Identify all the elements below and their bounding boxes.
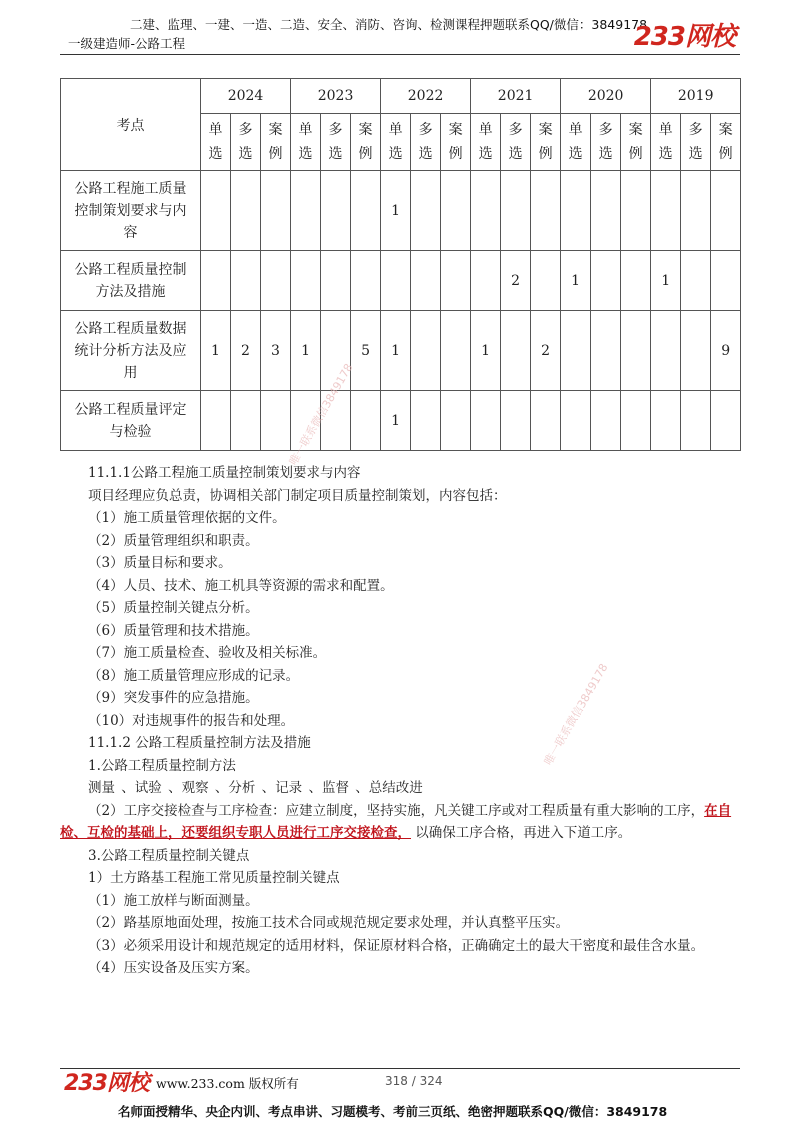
count-cell	[321, 251, 351, 311]
count-cell	[651, 391, 681, 451]
count-cell	[621, 251, 651, 311]
count-cell	[411, 251, 441, 311]
count-cell	[651, 311, 681, 391]
paragraph-text: 以确保工序合格，再进入下道工序。	[411, 825, 632, 841]
brand-logo: 233网校	[633, 22, 735, 52]
question-type-header: 案 例	[441, 114, 471, 171]
year-header: 2021	[471, 79, 561, 114]
count-cell	[231, 171, 261, 251]
count-cell	[711, 171, 741, 251]
question-type-header: 单 选	[291, 114, 321, 171]
list-item: （8）施工质量管理应形成的记录。	[88, 667, 300, 684]
question-type-header: 多 选	[681, 114, 711, 171]
list-item: （3）质量目标和要求。	[88, 555, 232, 571]
count-cell	[621, 171, 651, 251]
count-cell: 3	[261, 311, 291, 391]
count-cell: 1	[471, 311, 501, 391]
count-cell: 2	[231, 311, 261, 391]
list-item: （4）人员、技术、施工机具等资源的需求和配置。	[88, 577, 394, 594]
header-promo: 二建、监理、一建、一造、二造、安全、消防、咨询、检测课程押题联系QQ/微信：3849178	[130, 17, 648, 32]
year-header: 2024	[201, 79, 291, 114]
count-cell	[441, 391, 471, 451]
count-cell: 1	[381, 391, 411, 451]
question-type-header: 单 选	[651, 114, 681, 171]
count-cell: 1	[381, 171, 411, 251]
count-cell	[411, 311, 441, 391]
count-cell: 5	[351, 311, 381, 391]
footer-ad: 名师面授精华、央企内训、考点串讲、习题模考、考前三页纸、绝密押题联系QQ/微信：3849178	[118, 1104, 668, 1119]
count-cell	[531, 391, 561, 451]
list-item: （5）质量控制关键点分析。	[88, 600, 259, 616]
method-flow: 测量 、试验 、观察 、分析 、记录 、监督 、总结改进	[88, 780, 423, 796]
count-cell	[651, 171, 681, 251]
count-cell	[261, 391, 291, 451]
count-cell	[501, 391, 531, 451]
count-cell	[471, 251, 501, 311]
count-cell	[531, 171, 561, 251]
count-cell	[201, 391, 231, 451]
question-type-header: 单 选	[381, 114, 411, 171]
page-number: 318 / 324	[385, 1074, 443, 1088]
section-title: 11.1.2 公路工程质量控制方法及措施	[88, 735, 311, 751]
list-item: （10）对违规事件的报告和处理。	[88, 712, 295, 729]
count-cell	[501, 311, 531, 391]
content-body	[60, 462, 740, 980]
question-type-header: 案 例	[531, 114, 561, 171]
list-item: （3）必须采用设计和规范规定的适用材料，保证原材料合格，正确确定土的最大干密度和最佳含水量。	[88, 937, 705, 954]
table-row	[61, 171, 741, 251]
count-cell	[681, 171, 711, 251]
count-cell	[321, 171, 351, 251]
count-cell	[531, 251, 561, 311]
count-cell	[711, 251, 741, 311]
header-subject: 一级建造师-公路工程	[68, 36, 186, 51]
question-type-header: 单 选	[471, 114, 501, 171]
count-cell	[231, 251, 261, 311]
count-cell: 1	[291, 311, 321, 391]
count-cell	[201, 251, 231, 311]
footer-divider	[60, 1068, 740, 1069]
table-row	[61, 311, 741, 391]
section-title: 3.公路工程质量控制关键点	[88, 847, 250, 864]
count-cell: 9	[711, 311, 741, 391]
count-cell	[681, 311, 711, 391]
topic-header: 考点	[61, 79, 201, 171]
question-type-header: 多 选	[231, 114, 261, 171]
list-item: （9）突发事件的应急措施。	[88, 690, 259, 706]
table-row	[61, 251, 741, 311]
count-cell	[471, 391, 501, 451]
count-cell	[201, 171, 231, 251]
list-item: （1）施工质量管理依据的文件。	[88, 510, 286, 526]
count-cell: 2	[501, 251, 531, 311]
count-cell	[591, 251, 621, 311]
count-cell	[351, 391, 381, 451]
count-cell	[261, 171, 291, 251]
count-cell	[441, 171, 471, 251]
question-type-header: 单 选	[561, 114, 591, 171]
count-cell	[231, 391, 261, 451]
count-cell	[471, 171, 501, 251]
paragraph	[60, 800, 740, 845]
topic-cell: 公路工程质量数据统计分析方法及应用	[61, 311, 201, 391]
count-cell	[681, 251, 711, 311]
count-cell	[621, 311, 651, 391]
count-cell	[351, 251, 381, 311]
count-cell: 2	[531, 311, 561, 391]
subsection-title: 1）土方路基工程施工常见质量控制关键点	[88, 870, 340, 886]
count-cell	[291, 171, 321, 251]
count-cell	[411, 171, 441, 251]
count-cell	[441, 251, 471, 311]
question-type-header: 多 选	[591, 114, 621, 171]
exam-points-table	[60, 78, 741, 451]
subsection-title: 1.公路工程质量控制方法	[88, 757, 236, 774]
count-cell	[591, 171, 621, 251]
year-header: 2020	[561, 79, 651, 114]
count-cell	[381, 251, 411, 311]
footer-logo: 233网校	[64, 1071, 149, 1096]
count-cell: 1	[381, 311, 411, 391]
count-cell	[261, 251, 291, 311]
list-item: （2）质量管理组织和职责。	[88, 532, 259, 549]
count-cell	[351, 171, 381, 251]
topic-cell: 公路工程施工质量控制策划要求与内容	[61, 171, 201, 251]
count-cell	[561, 391, 591, 451]
question-type-header: 多 选	[501, 114, 531, 171]
count-cell	[441, 311, 471, 391]
topic-cell: 公路工程质量评定与检验	[61, 391, 201, 451]
count-cell	[681, 391, 711, 451]
question-type-header: 多 选	[411, 114, 441, 171]
topic-cell: 公路工程质量控制方法及措施	[61, 251, 201, 311]
list-item: （1）施工放样与断面测量。	[88, 892, 259, 909]
section-title: 11.1.1公路工程施工质量控制策划要求与内容	[88, 465, 361, 481]
watermark: 唯一联系微信3849178	[286, 361, 356, 468]
question-type-header: 多 选	[321, 114, 351, 171]
question-type-header: 案 例	[351, 114, 381, 171]
year-header: 2023	[291, 79, 381, 114]
year-header: 2022	[381, 79, 471, 114]
watermark: 唯一联系微信3849178	[541, 661, 611, 768]
count-cell	[291, 251, 321, 311]
list-item: （4）压实设备及压实方案。	[88, 960, 259, 976]
paragraph-text: （2）工序交接检查与工序检查：应建立制度，坚持实施，凡关键工序或对工程质量有重大影响的工序，	[88, 802, 705, 819]
footer-site: www.233.com 版权所有	[156, 1076, 299, 1091]
table-row	[61, 391, 741, 451]
question-type-header: 单 选	[201, 114, 231, 171]
count-cell	[591, 391, 621, 451]
count-cell	[501, 171, 531, 251]
question-type-header: 案 例	[621, 114, 651, 171]
paragraph: 项目经理应负总责，协调相关部门制定项目质量控制策划，内容包括：	[88, 487, 507, 504]
count-cell	[621, 391, 651, 451]
list-item: （6）质量管理和技术措施。	[88, 622, 259, 639]
count-cell	[561, 171, 591, 251]
count-cell: 1	[651, 251, 681, 311]
highlighted-text: 在自检、互检的基础上，还要组织专职人员进行工序交接检查，	[60, 802, 732, 841]
list-item: （2）路基原地面处理，按施工技术合同或规范规定要求处理，并认真整平压实。	[88, 915, 570, 931]
count-cell	[411, 391, 441, 451]
question-type-header: 案 例	[711, 114, 741, 171]
count-cell: 1	[561, 251, 591, 311]
question-type-header: 案 例	[261, 114, 291, 171]
count-cell	[711, 391, 741, 451]
header-divider	[60, 54, 740, 55]
count-cell	[591, 311, 621, 391]
list-item: （7）施工质量检查、验收及相关标准。	[88, 645, 327, 661]
year-header: 2019	[651, 79, 741, 114]
count-cell	[561, 311, 591, 391]
count-cell: 1	[201, 311, 231, 391]
